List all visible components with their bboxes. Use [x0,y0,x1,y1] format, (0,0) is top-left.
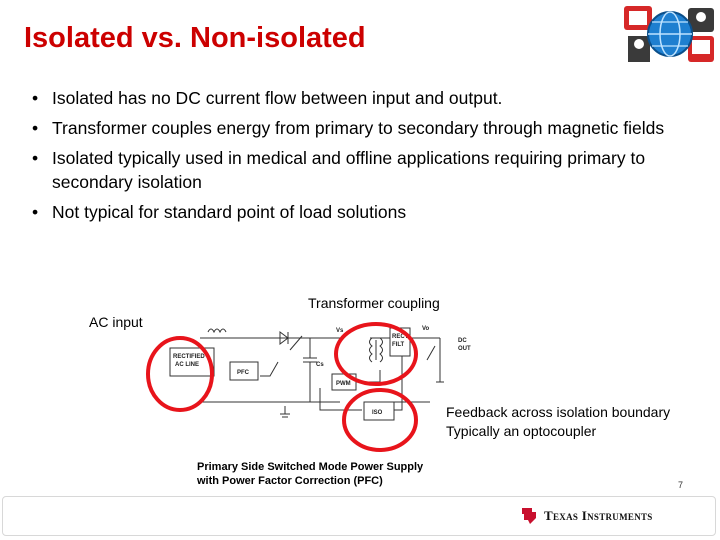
pwm-block-label: PWM [336,381,351,387]
dc-out-line1: DC [458,338,467,344]
pfc-block-label: PFC [237,370,249,376]
page-number: 7 [678,480,684,490]
schematic-caption [197,460,423,488]
dc-out-line2: OUT [458,346,471,352]
rect-block-line2: FILT [392,342,405,348]
ti-brand-name: Texas Instruments [544,508,653,523]
iso-block-label: ISO [372,410,383,416]
caption-line2: with Power Factor Correction (PFC) [197,475,383,487]
node-vs-label: Vs [336,328,344,334]
feedback-label-line2: Typically an optocoupler [446,423,597,439]
ti-bug-logo-icon [520,506,538,526]
bullet-item: • Not typical for standard point of load solutions [30,200,700,224]
collaboration-globe-icon [622,2,718,66]
power-supply-schematic [140,310,480,460]
bullet-item: • Transformer couples energy from primary to secondary through magnetic fields [30,116,700,140]
rectified-block-line1: RECTIFIED [173,354,205,360]
rectified-block-line2: AC LINE [175,362,199,368]
bullet-item: • Isolated has no DC current flow between input and output. [30,86,700,110]
node-cs-label: Cs [316,362,324,368]
transformer-coupling-label: Transformer coupling [308,295,440,311]
ti-logo [520,506,653,526]
slide-title: Isolated vs. Non-isolated [24,22,366,54]
caption-line1: Primary Side Switched Mode Power Supply [197,461,424,473]
rect-block-line1: RECT [392,334,409,340]
feedback-label-line1: Feedback across isolation boundary [446,404,671,420]
ac-input-label: AC input [89,314,143,330]
bullet-item: • Isolated typically used in medical and offline applications requiring primary to secondary isolation [30,146,700,194]
bullet-list [30,86,700,230]
node-vo-label: Vo [422,326,430,332]
